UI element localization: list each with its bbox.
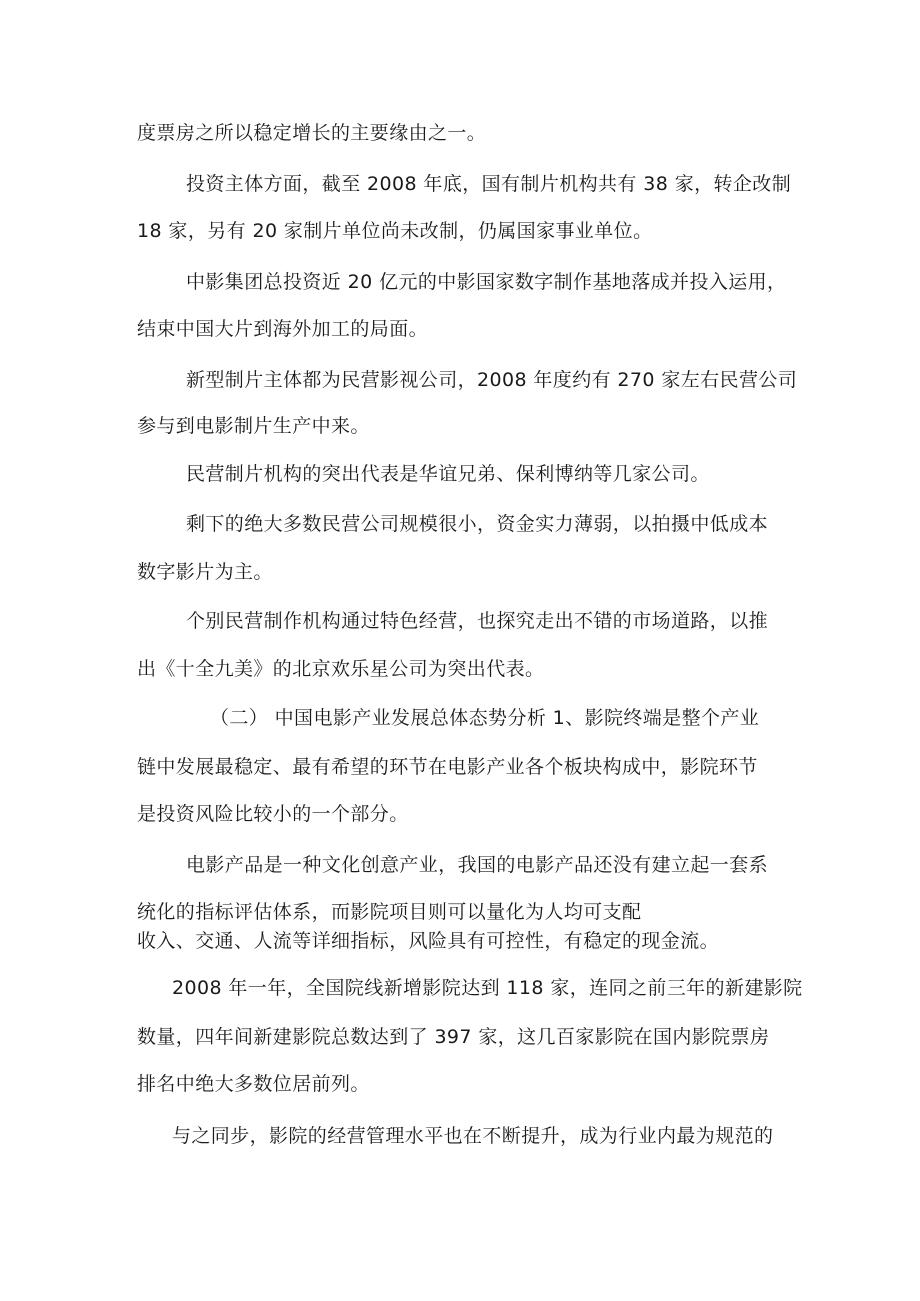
text-line-12: 出《十全九美》的北京欢乐星公司为突出代表。 bbox=[137, 658, 545, 680]
text-line-15: 是投资风险比较小的一个部分。 bbox=[137, 803, 409, 825]
text-line-20: 数量，四年间新建影院总数达到了 397 家，这几百家影院在国内影院票房 bbox=[137, 1026, 770, 1048]
text-line-13: （二） 中国电影产业发展总体态势分析 1、影院终端是整个产业 bbox=[210, 707, 760, 729]
text-line-21: 排名中绝大多数位居前列。 bbox=[137, 1073, 370, 1095]
text-line-19: 2008 年一年，全国院线新增影院达到 118 家，连同之前三年的新建影院 bbox=[172, 977, 803, 999]
text-line-17: 统化的指标评估体系，而影院项目则可以量化为人均可支配 bbox=[137, 901, 642, 923]
text-line-1: 度票房之所以稳定增长的主要缘由之一。 bbox=[137, 122, 487, 144]
text-line-3: 18 家，另有 20 家制片单位尚未改制，仍属国家事业单位。 bbox=[137, 220, 653, 242]
text-line-11: 个别民营制作机构通过特色经营，也探究走出不错的市场道路，以推 bbox=[186, 610, 769, 632]
text-line-5: 结束中国大片到海外加工的局面。 bbox=[137, 318, 429, 340]
text-line-8: 民营制片机构的突出代表是华谊兄弟、保利博纳等几家公司。 bbox=[186, 463, 710, 485]
text-line-10: 数字影片为主。 bbox=[137, 561, 273, 583]
text-line-2: 投资主体方面，截至 2008 年底，国有制片机构共有 38 家，转企改制 bbox=[186, 173, 792, 195]
text-line-9: 剩下的绝大多数民营公司规模很小，资金实力薄弱，以拍摄中低成本 bbox=[186, 513, 769, 535]
text-line-18: 收入、交通、人流等详细指标，风险具有可控性，有稳定的现金流。 bbox=[137, 930, 720, 952]
text-line-22: 与之同步，影院的经营管理水平也在不断提升，成为行业内最为规范的 bbox=[172, 1125, 774, 1147]
text-line-4: 中影集团总投资近 20 亿元的中影国家数字制作基地落成并投入运用， bbox=[186, 271, 787, 293]
text-line-14: 链中发展最稳定、最有希望的环节在电影产业各个板块构成中，影院环节 bbox=[137, 756, 758, 778]
text-line-6: 新型制片主体都为民营影视公司，2008 年度约有 270 家左右民营公司 bbox=[186, 369, 798, 391]
text-line-7: 参与到电影制片生产中来。 bbox=[137, 415, 370, 437]
text-line-16: 电影产品是一种文化创意产业，我国的电影产品还没有建立起一套系 bbox=[186, 854, 769, 876]
